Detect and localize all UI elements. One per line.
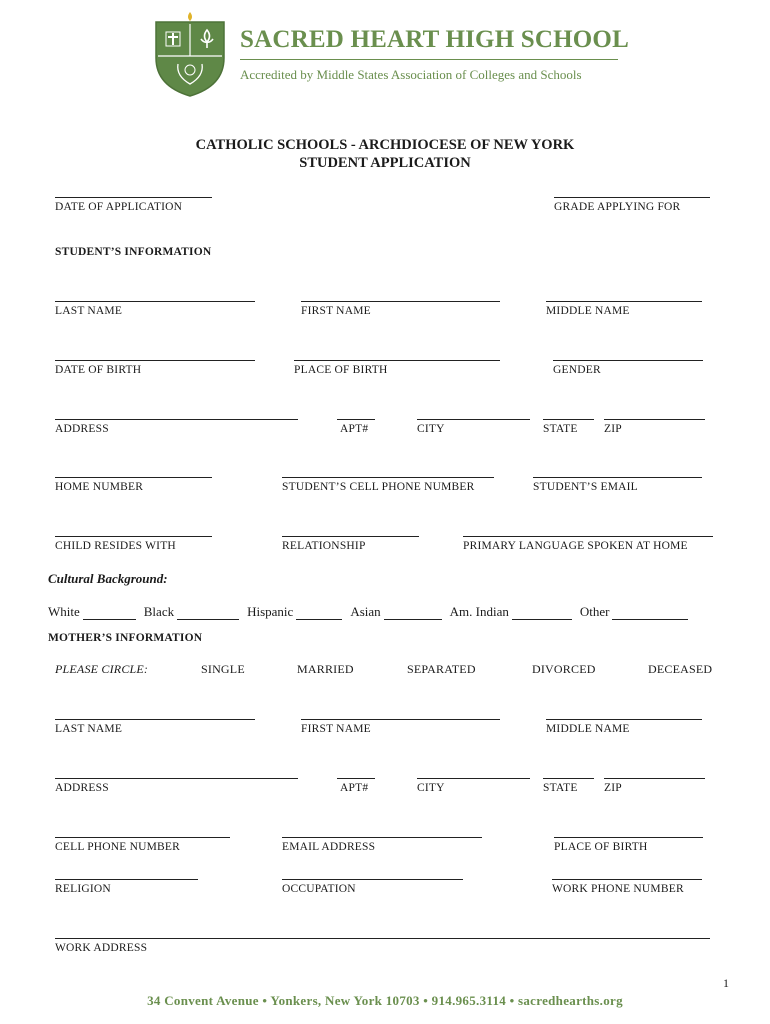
page-number: 1: [723, 976, 729, 990]
mother-middle-name-field[interactable]: [546, 719, 702, 735]
field-label: EMAIL ADDRESS: [282, 841, 376, 853]
race-option-white[interactable]: [48, 604, 136, 620]
field-label: ZIP: [604, 782, 622, 794]
field-label: FIRST NAME: [301, 723, 371, 735]
student-email-field[interactable]: [533, 477, 702, 493]
race-option-other[interactable]: [580, 604, 689, 620]
header-divider: [240, 59, 618, 60]
marital-option-single[interactable]: SINGLE: [201, 662, 245, 676]
accreditation-text: Accredited by Middle States Association of Colleges and Schools: [240, 67, 582, 82]
student-cell-phone-field[interactable]: [282, 477, 494, 493]
mother-first-name-field[interactable]: [301, 719, 500, 735]
grade-applying-for-field[interactable]: [554, 197, 710, 213]
race-blank[interactable]: [612, 608, 688, 620]
student-state-field[interactable]: [543, 419, 594, 435]
race-blank[interactable]: [296, 608, 342, 620]
mother-cell-phone-field[interactable]: [55, 837, 230, 853]
cultural-background-heading: Cultural Background:: [48, 571, 168, 586]
mother-occupation-field[interactable]: [282, 879, 463, 895]
mother-religion-field[interactable]: [55, 879, 198, 895]
student-zip-field[interactable]: [604, 419, 705, 435]
mother-work-phone-field[interactable]: [552, 879, 702, 895]
field-label: HOME NUMBER: [55, 481, 144, 493]
field-label: GRADE APPLYING FOR: [554, 201, 681, 213]
field-label: CITY: [417, 423, 445, 435]
field-label: FIRST NAME: [301, 305, 371, 317]
race-blank[interactable]: [384, 608, 442, 620]
cultural-background-options: [48, 604, 696, 620]
race-label: Black: [143, 604, 175, 619]
field-label: STUDENT’S EMAIL: [533, 481, 638, 493]
field-label: PRIMARY LANGUAGE SPOKEN AT HOME: [463, 540, 688, 552]
field-label: MIDDLE NAME: [546, 305, 630, 317]
field-label: DATE OF APPLICATION: [55, 201, 183, 213]
mother-zip-field[interactable]: [604, 778, 705, 794]
mother-city-field[interactable]: [417, 778, 530, 794]
mother-work-address-field[interactable]: [55, 938, 710, 954]
mother-apt-field[interactable]: [337, 778, 375, 794]
student-first-name-field[interactable]: [301, 301, 500, 317]
field-label: ZIP: [604, 423, 622, 435]
student-city-field[interactable]: [417, 419, 530, 435]
race-blank[interactable]: [512, 608, 572, 620]
field-label: ADDRESS: [55, 782, 109, 794]
field-label: DATE OF BIRTH: [55, 364, 142, 376]
field-label: STATE: [543, 782, 578, 794]
race-label: White: [48, 604, 80, 619]
footer-contact: 34 Convent Avenue • Yonkers, New York 10703 • 914.965.3114 • sacredhearths.org: [147, 993, 623, 1008]
mother-state-field[interactable]: [543, 778, 594, 794]
marital-option-divorced[interactable]: DIVORCED: [532, 662, 596, 676]
field-label: RELATIONSHIP: [282, 540, 366, 552]
field-label: CITY: [417, 782, 445, 794]
student-apt-field[interactable]: [337, 419, 375, 435]
field-label: PLACE OF BIRTH: [554, 841, 648, 853]
school-name: SACRED HEART HIGH SCHOOL: [240, 26, 629, 53]
mother-last-name-field[interactable]: [55, 719, 255, 735]
race-blank[interactable]: [83, 608, 136, 620]
field-label: APT#: [340, 423, 369, 435]
race-label: Am. Indian: [449, 604, 509, 619]
mother-place-of-birth-field[interactable]: [554, 837, 703, 853]
race-option-asian[interactable]: [350, 604, 441, 620]
race-label: Other: [579, 604, 610, 619]
student-address-field[interactable]: [55, 419, 298, 435]
form-title-line1: CATHOLIC SCHOOLS - ARCHDIOCESE OF NEW YORK: [195, 137, 575, 153]
student-dob-field[interactable]: [55, 360, 255, 376]
marital-option-married[interactable]: MARRIED: [297, 662, 354, 676]
race-label: Hispanic: [247, 604, 294, 619]
student-last-name-field[interactable]: [55, 301, 255, 317]
student-info-heading: STUDENT’S INFORMATION: [55, 246, 212, 258]
race-option-black[interactable]: [144, 604, 239, 620]
school-crest-logo: [152, 12, 228, 98]
field-label: PLACE OF BIRTH: [294, 364, 388, 376]
field-label: RELIGION: [55, 883, 111, 895]
primary-language-field[interactable]: [463, 536, 713, 552]
date-of-application-field[interactable]: [55, 197, 212, 213]
mother-email-field[interactable]: [282, 837, 482, 853]
field-label: ADDRESS: [55, 423, 109, 435]
field-label: CHILD RESIDES WITH: [55, 540, 176, 552]
field-label: MIDDLE NAME: [546, 723, 630, 735]
field-label: CELL PHONE NUMBER: [55, 841, 181, 853]
field-label: APT#: [340, 782, 369, 794]
field-label: OCCUPATION: [282, 883, 356, 895]
field-label: GENDER: [553, 364, 601, 376]
field-label: LAST NAME: [55, 305, 123, 317]
please-circle-prompt: PLEASE CIRCLE:: [55, 662, 149, 676]
student-middle-name-field[interactable]: [546, 301, 702, 317]
relationship-field[interactable]: [282, 536, 419, 552]
field-label: WORK ADDRESS: [55, 942, 148, 954]
student-place-of-birth-field[interactable]: [294, 360, 500, 376]
race-label: Asian: [350, 604, 381, 619]
field-label: WORK PHONE NUMBER: [552, 883, 684, 895]
form-title-line2: STUDENT APPLICATION: [299, 155, 471, 171]
student-home-number-field[interactable]: [55, 477, 212, 493]
child-resides-with-field[interactable]: [55, 536, 212, 552]
field-label: LAST NAME: [55, 723, 123, 735]
mother-address-field[interactable]: [55, 778, 298, 794]
field-label: STUDENT’S CELL PHONE NUMBER: [282, 481, 475, 493]
student-gender-field[interactable]: [553, 360, 703, 376]
marital-option-deceased[interactable]: DECEASED: [648, 662, 713, 676]
mother-info-heading: MOTHER’S INFORMATION: [48, 632, 203, 644]
race-option-am-indian[interactable]: [450, 604, 572, 620]
race-blank[interactable]: [177, 608, 239, 620]
race-option-hispanic[interactable]: [247, 604, 342, 620]
marital-option-separated[interactable]: SEPARATED: [407, 662, 476, 676]
field-label: STATE: [543, 423, 578, 435]
